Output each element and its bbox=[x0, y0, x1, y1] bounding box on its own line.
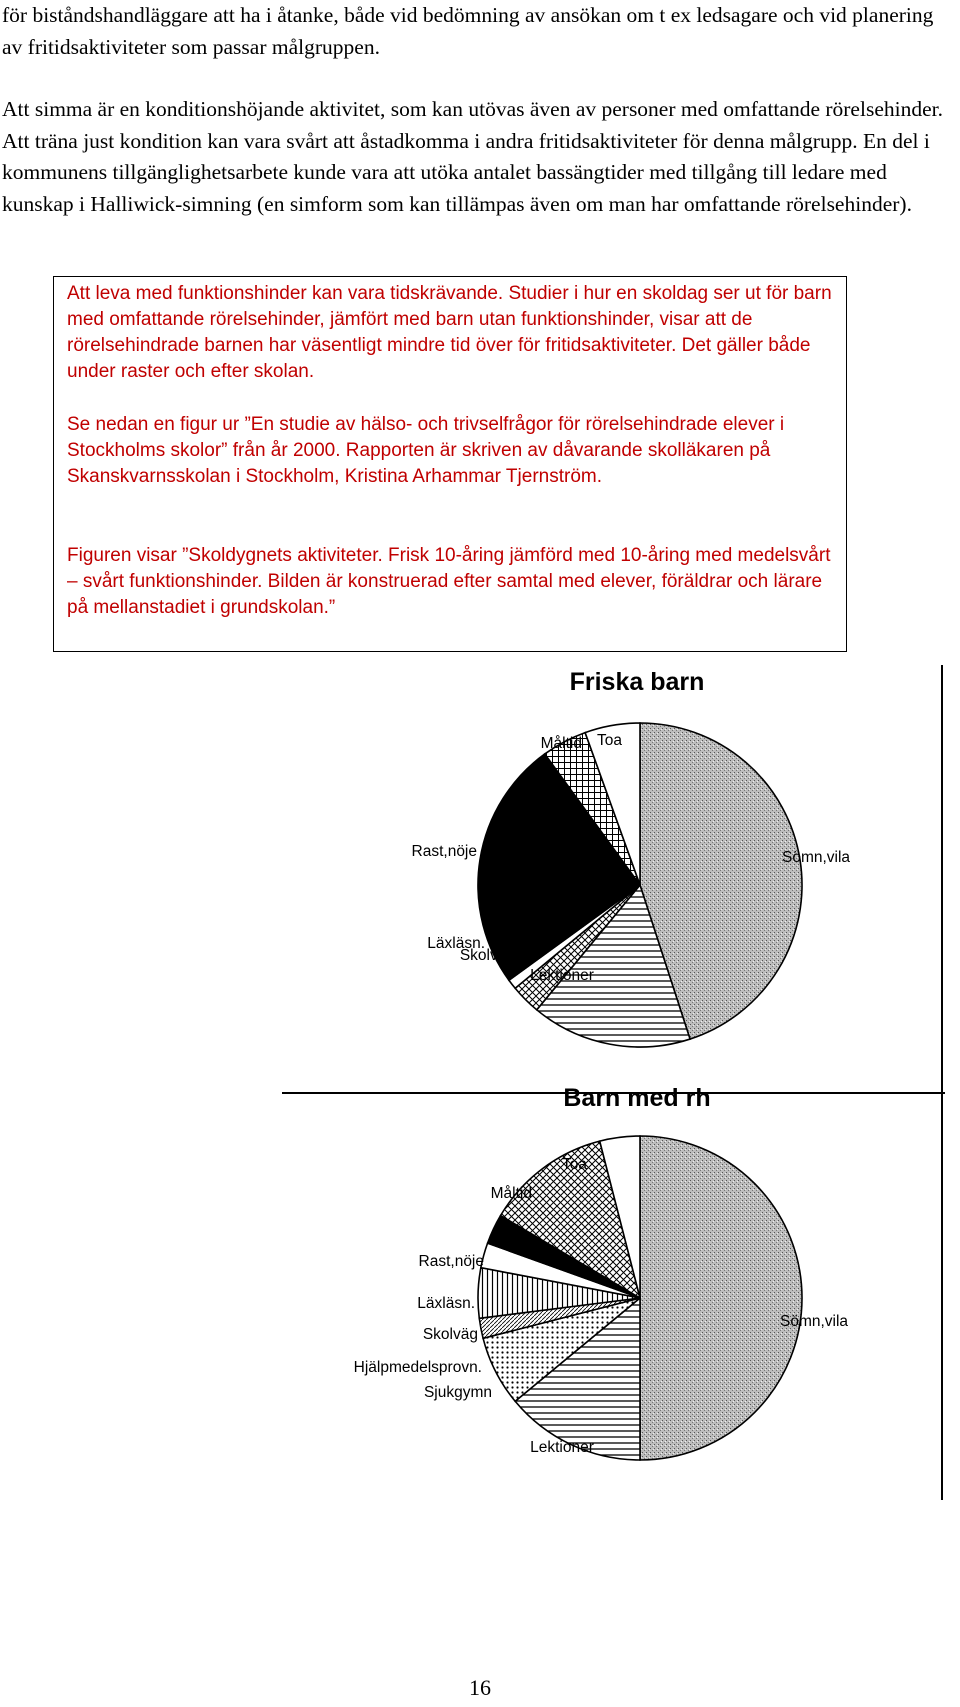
slice-label-somn-vila: Sömn,vila bbox=[782, 849, 851, 866]
pie-charts-figure bbox=[270, 660, 950, 1510]
page-number: 16 bbox=[469, 1675, 491, 1700]
box-paragraph: Se nedan en figur ur ”En studie av hälso- och trivselfrågor för rörelsehindrade elever i Stockholms skolor” från år 2000. Rapporten är skriven av dåvarande skolläkaren på Skanskvarnsskolan i Stockholm, Kristina Arhammar Tjernström. bbox=[67, 414, 785, 487]
body-paragraph: för biståndshandläggare att ha i åtanke, både vid bedömning av ansökan om t ex ledsagare och vid planering av fritidsaktiviteter som passar målgruppen. bbox=[2, 3, 934, 59]
body-paragraph: Att simma är en konditionshöjande aktivitet, som kan utövas även av personer med omfattande rörelsehinder. Att träna just kondition kan vara svårt att åstadkomma i andra fritidsaktiviteter för denna målgrupp. En del i kommunens tillgänglighetsarbete kunde vara att utöka antalet bassängtider med tillgång till ledare med kunskap i Halliwick-simning (en simform som kan tillämpas även om man har omfattande rörelsehinder). bbox=[2, 97, 943, 216]
slice-label-lektioner: Lektioner bbox=[530, 1439, 594, 1456]
slice-label-maltid: Måltid bbox=[540, 735, 582, 752]
pie-slice-somn-vila bbox=[640, 1136, 802, 1460]
slice-label-hjalpmedelsprovn: Hjälpmedelsprovn. bbox=[353, 1359, 482, 1376]
chart-title: Friska barn bbox=[569, 668, 705, 696]
slice-label-laxlasn: Läxläsn. bbox=[427, 935, 485, 952]
slice-label-rast-noje: Rast,nöje bbox=[411, 843, 477, 860]
highlight-box bbox=[53, 276, 847, 652]
slice-label-maltid: Måltid bbox=[490, 1185, 532, 1202]
box-paragraph: Att leva med funktionshinder kan vara tidskrävande. Studier i hur en skoldag ser ut för barn med omfattande rörelsehinder, jämfört med barn utan funktionshinder, visar att de rörelsehindrade barnen har väsentligt mindre tid över för fritidsaktiviteter. Det gäller både under raster och efter skolan. bbox=[67, 283, 832, 382]
slice-label-lektioner: Lektioner bbox=[530, 967, 594, 984]
slice-label-somn-vila: Sömn,vila bbox=[780, 1313, 849, 1330]
pie-chart-barn-med-rh bbox=[354, 1084, 849, 1460]
slice-label-skolvag: Skolväg bbox=[422, 1326, 478, 1343]
slice-label-laxlasn: Läxläsn. bbox=[417, 1295, 475, 1312]
slice-label-rast-noje: Rast,nöje bbox=[418, 1253, 484, 1270]
slice-label-toa: Toa bbox=[562, 1156, 587, 1173]
slice-label-skolvag: Skolväg bbox=[459, 947, 515, 964]
chart-title: Barn med rh bbox=[563, 1084, 711, 1112]
pie-chart-friska-barn bbox=[412, 668, 851, 1047]
slice-label-sjukgymn: Sjukgymn bbox=[423, 1384, 492, 1401]
box-paragraph: Figuren visar ”Skoldygnets aktiviteter. Frisk 10-åring jämförd med 10-åring med medelsvårt – svårt funktionshinder. Bilden är konstruerad efter samtal med elever, föräldrar och lärare på mellanstadiet i grundskolan.” bbox=[67, 545, 831, 618]
slice-label-toa: Toa bbox=[597, 732, 622, 749]
